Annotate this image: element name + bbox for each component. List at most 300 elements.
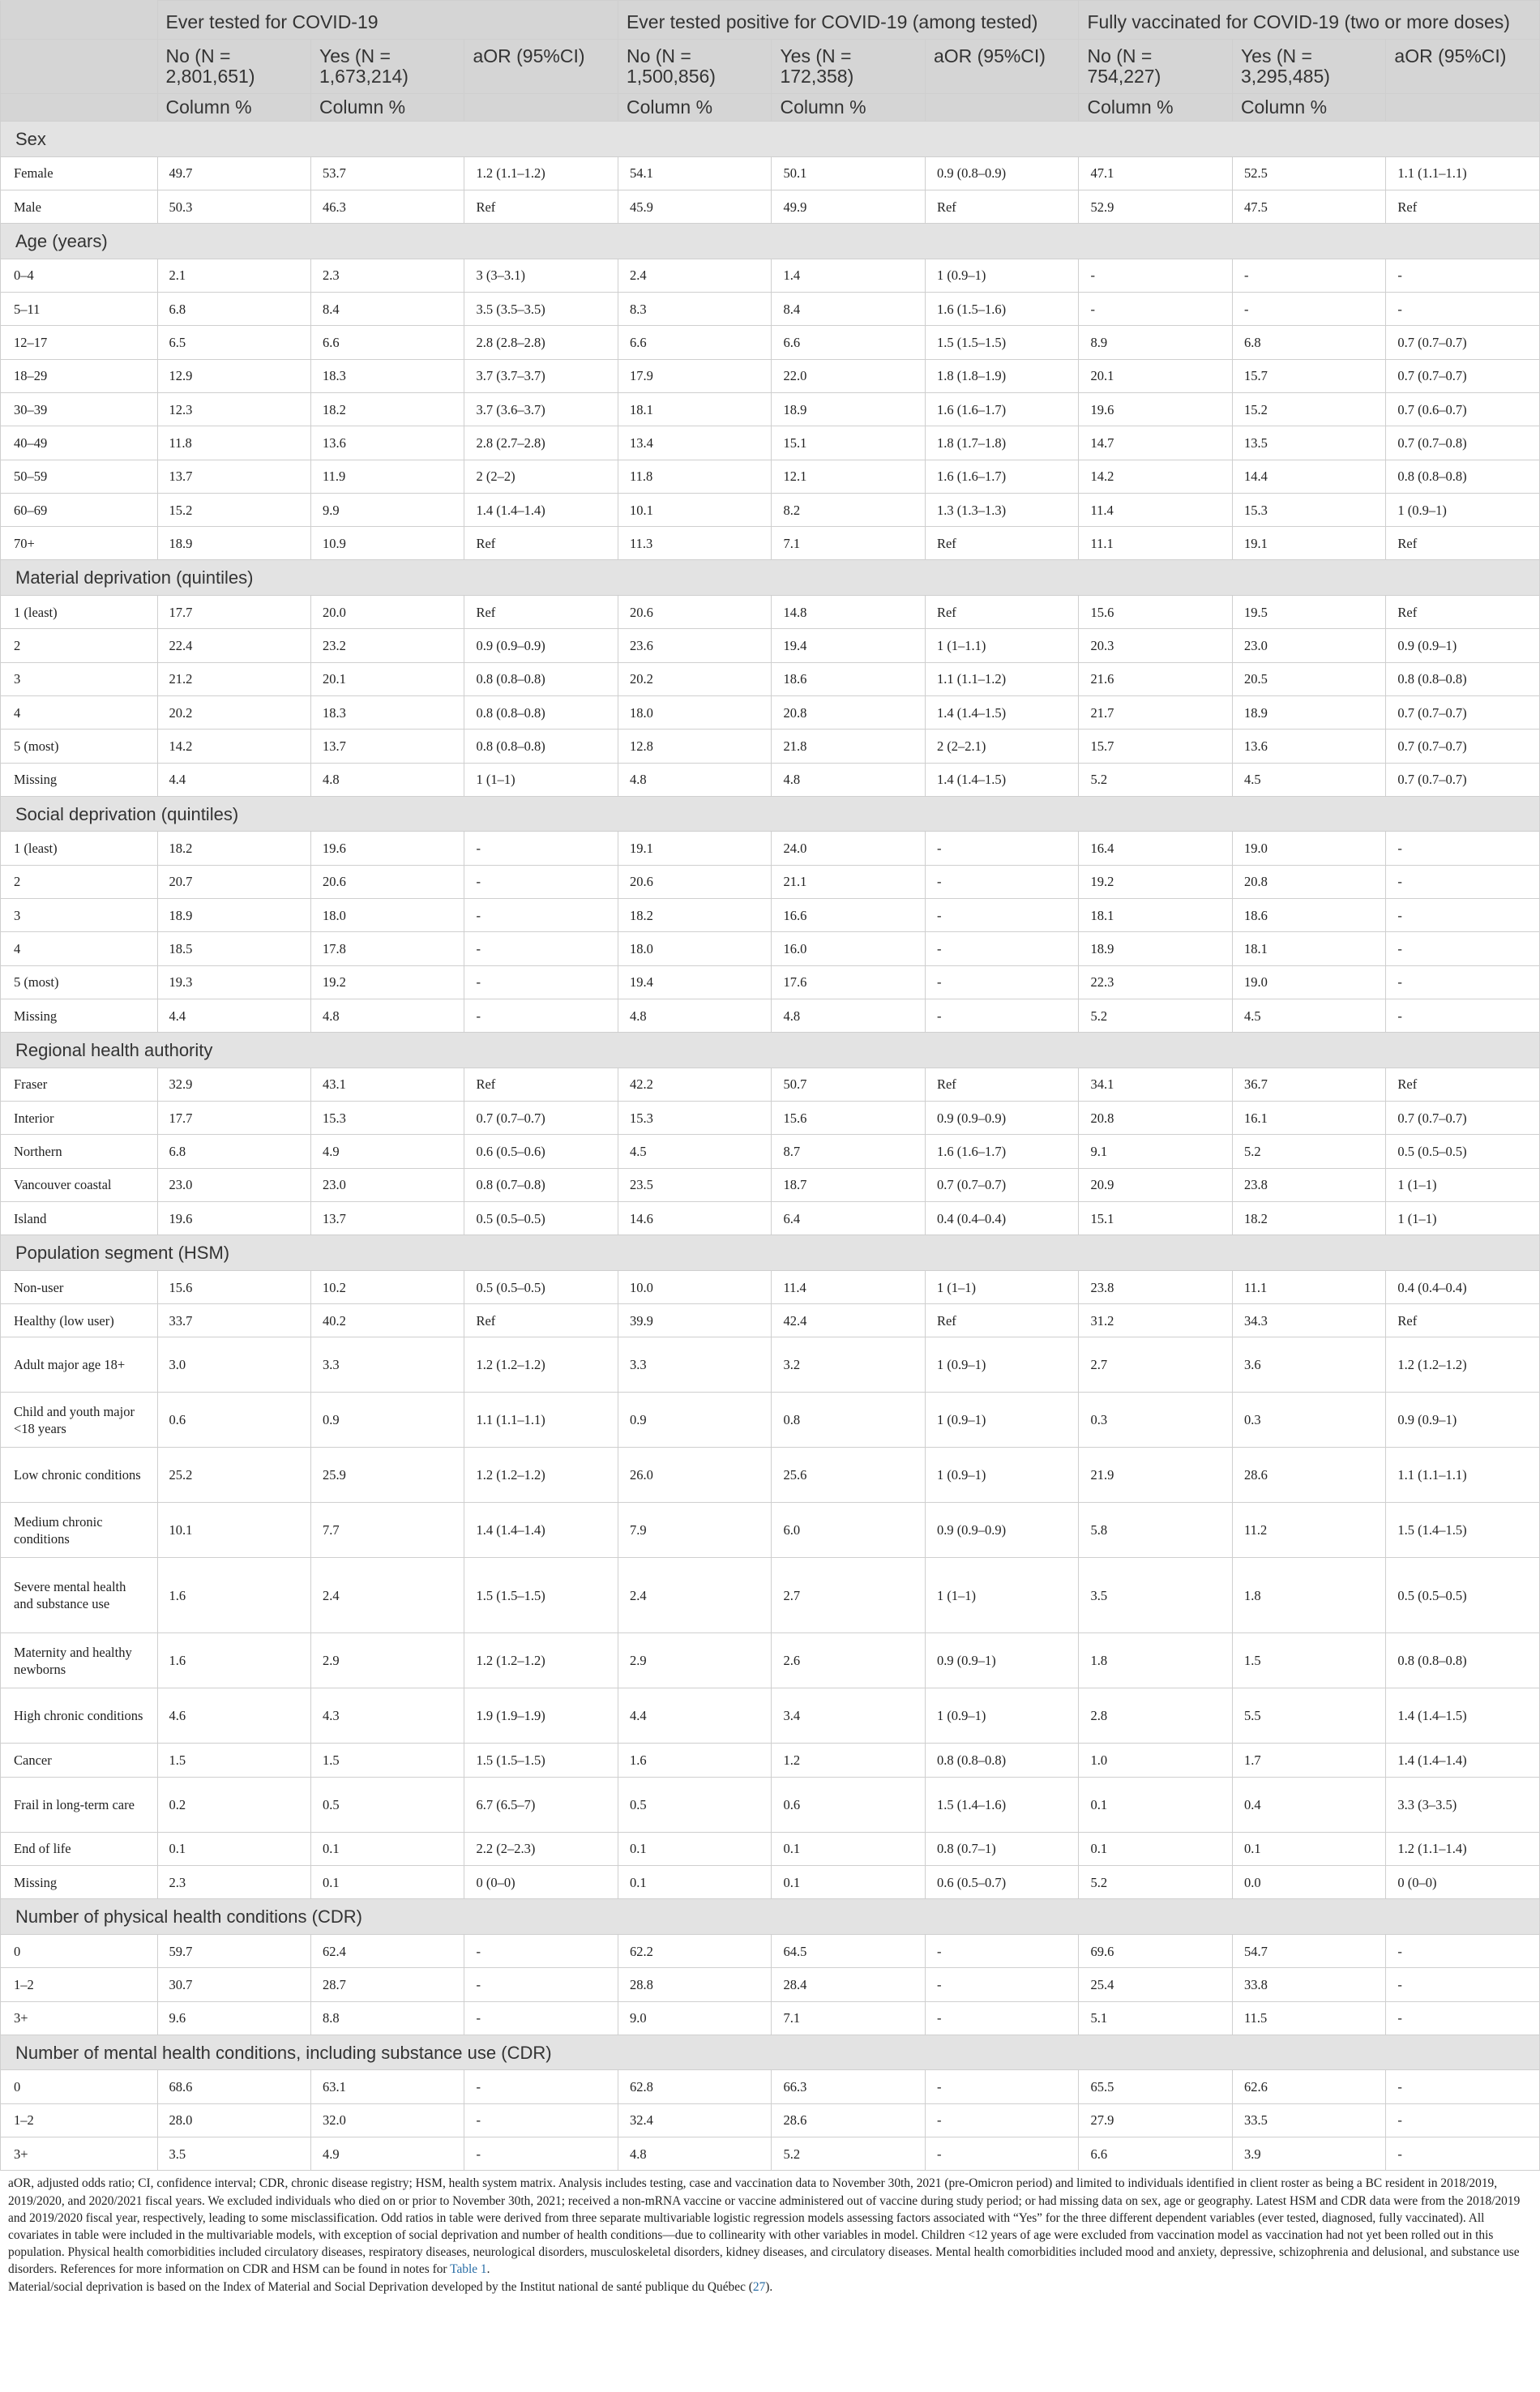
table-cell: 13.7 [310,1201,464,1235]
table-cell: 21.9 [1079,1448,1232,1503]
table-cell: 1.4 (1.4–1.5) [925,695,1079,729]
table-cell: 21.1 [772,865,925,898]
unit-header: Column % [1079,94,1232,122]
table-cell: 1 (1–1) [925,1270,1079,1303]
table-cell: - [1386,293,1540,326]
row-label: 40–49 [1,426,158,460]
table-cell: 14.4 [1232,460,1385,493]
table-cell: 1 (0.9–1) [925,259,1079,292]
table-cell: - [1232,293,1385,326]
table-cell: 18.1 [1079,899,1232,932]
table-cell: 19.4 [618,965,771,999]
table-cell: - [925,2001,1079,2035]
table-cell: 1.2 (1.2–1.2) [464,1448,618,1503]
table-cell: 18.3 [310,359,464,392]
table-cell: 7.9 [618,1503,771,1558]
row-label: 1 (least) [1,596,158,629]
table-cell: 25.9 [310,1448,464,1503]
table-cell: 62.2 [618,1934,771,1967]
section-row [1,1033,1540,1068]
table-cell: 0.9 (0.9–0.9) [925,1503,1079,1558]
table-cell: 5.2 [1079,763,1232,796]
table-cell: 4.5 [618,1135,771,1168]
table-cell: 15.2 [157,493,310,526]
table-cell: 1.5 (1.5–1.5) [925,326,1079,359]
table-cell: 1 (0.9–1) [925,1688,1079,1744]
table-row [1,662,1540,695]
table-cell: 4.8 [772,999,925,1032]
table-cell: 5.2 [1232,1135,1385,1168]
table-cell: 1.1 (1.1–1.2) [925,662,1079,695]
table-cell: 0.1 [310,1866,464,1899]
table-cell: 11.8 [618,460,771,493]
table-cell: 0.8 (0.8–0.8) [1386,662,1540,695]
table-cell: 0.4 (0.4–0.4) [925,1201,1079,1235]
table-cell: 2.2 (2–2.3) [464,1832,618,1865]
table-cell: 20.2 [618,662,771,695]
table-cell: 62.6 [1232,2070,1385,2103]
table-cell: 19.2 [310,965,464,999]
row-label: Severe mental health and substance use [1,1558,158,1633]
table-cell: 19.6 [157,1201,310,1235]
table-cell: 6.8 [157,293,310,326]
table-cell: 20.6 [310,865,464,898]
table-cell: 1.6 (1.5–1.6) [925,293,1079,326]
table-cell: 6.8 [157,1135,310,1168]
table-cell: 5.1 [1079,2001,1232,2035]
table-row [1,695,1540,729]
table-cell: 4.3 [310,1688,464,1744]
row-label: 3+ [1,2001,158,2035]
table-cell: - [925,832,1079,865]
table-cell: 0.6 [772,1777,925,1832]
table-cell: 4.6 [157,1688,310,1744]
table-cell: 18.9 [772,392,925,426]
row-label: Frail in long-term care [1,1777,158,1832]
section-title: Number of physical health conditions (CDR) [1,1899,1540,1935]
row-label: 60–69 [1,493,158,526]
table-cell: 0.2 [157,1777,310,1832]
section-row [1,1899,1540,1935]
table-cell: 2.8 (2.8–2.8) [464,326,618,359]
table-cell: 1 (0.9–1) [925,1448,1079,1503]
row-label: Missing [1,1866,158,1899]
table-cell: 19.6 [1079,392,1232,426]
table-cell: 19.0 [1232,832,1385,865]
table-row [1,426,1540,460]
table-cell: 1.5 (1.5–1.5) [464,1558,618,1633]
table-cell: 33.5 [1232,2103,1385,2137]
row-label: Missing [1,763,158,796]
row-label: 5–11 [1,293,158,326]
table-cell: 7.7 [310,1503,464,1558]
table-cell: 4.4 [157,999,310,1032]
table-cell: 18.0 [618,932,771,965]
table-cell: - [925,2137,1079,2171]
table-cell: 6.8 [1232,326,1385,359]
table-row [1,1866,1540,1899]
table-cell: 19.4 [772,629,925,662]
table-cell: 18.7 [772,1168,925,1201]
table-cell: 1.8 (1.8–1.9) [925,359,1079,392]
table-cell: 39.9 [618,1304,771,1337]
table-cell: 12.8 [618,730,771,763]
table-cell: 18.3 [310,695,464,729]
table-row [1,493,1540,526]
table-cell: 0.0 [1232,1866,1385,1899]
table-cell: 2.7 [1079,1337,1232,1393]
row-label: Island [1,1201,158,1235]
row-label: 2 [1,865,158,898]
table-cell: 0.1 [157,1832,310,1865]
table-cell: 2 (2–2.1) [925,730,1079,763]
table-cell: 23.0 [157,1168,310,1201]
table-cell: 11.4 [772,1270,925,1303]
table-cell: 68.6 [157,2070,310,2103]
table-row [1,359,1540,392]
table-row [1,629,1540,662]
table-cell: 0.1 [310,1832,464,1865]
footnote-text: aOR, adjusted odds ratio; CI, confidence interval; CDR, chronic disease registry; HSM, health system matrix. Analysis includes testing, case and vaccination data to November 30th, 2021 (pre-Omicron period) and limited to individuals identified in client roster as being a BC resident in 2018/2019, 2019/2020, and 2020/2021 fiscal years. We excluded individuals who died on or prior to November 30th, 2021; received a non-mRNA vaccine or vaccine administered out of vaccine during study period; or had missing data on sex, age or geography. Latest HSM and CDR data were from the 2018/2019 and 2019/2020 fiscal year, respectively, leading to some misclassification. Odd ratios in table were derived from three separate multivariable logistic regression models assessing factors associated with “Yes” for the three different dependent variables (ever tested, diagnosed, fully vaccinated). All covariates in table were included in the multivariable models, with exception of social deprivation and number of health conditions—due to collinearity with other variables in model. Children <12 years of age were excluded from vaccination model as vaccination had not yet been rolled out in this population. Physical health comorbidities included circulatory diseases, respiratory diseases, neurological disorders, musculoskeletal disorders, kidney diseases, and circulatory diseases. Mental health comorbidities included mood and anxiety, depressive, schizophrenia and delusional, and substance use disorders. References for more information on CDR and HSM can be found in notes for [8,2176,1521,2277]
table-cell: - [925,2070,1079,2103]
table-cell: 20.2 [157,695,310,729]
table-cell: - [1386,1968,1540,2001]
table-cell: 0.8 (0.8–0.8) [464,695,618,729]
table-cell: 22.4 [157,629,310,662]
table-cell: Ref [925,1068,1079,1101]
table-cell: 18.2 [1232,1201,1385,1235]
table-cell: 0.9 (0.9–0.9) [464,629,618,662]
row-label: Healthy (low user) [1,1304,158,1337]
table-cell: 0.5 (0.5–0.5) [464,1201,618,1235]
table-cell: 23.0 [1232,629,1385,662]
table-cell: 15.2 [1232,392,1385,426]
section-row [1,224,1540,259]
table-cell: 34.3 [1232,1304,1385,1337]
table-cell: 21.7 [1079,695,1232,729]
row-label: 4 [1,932,158,965]
table-cell: 25.2 [157,1448,310,1503]
unit-header [925,94,1079,122]
row-label: High chronic conditions [1,1688,158,1744]
table-cell: 19.3 [157,965,310,999]
table-cell: 40.2 [310,1304,464,1337]
table-footnotes [0,2171,1540,2295]
table-cell: 20.3 [1079,629,1232,662]
table-cell: 10.1 [618,493,771,526]
table-cell: 20.7 [157,865,310,898]
table-cell: 1.6 (1.6–1.7) [925,1135,1079,1168]
table-cell: - [1386,2070,1540,2103]
table-cell: 13.4 [618,426,771,460]
row-label: 1 (least) [1,832,158,865]
table-cell: 0.7 (0.7–0.7) [1386,359,1540,392]
table-row [1,1832,1540,1865]
table-cell: Ref [464,527,618,560]
table-cell: 1.6 [618,1744,771,1777]
row-label: Vancouver coastal [1,1168,158,1201]
table-cell: 8.4 [310,293,464,326]
table-row [1,1304,1540,1337]
table-cell: 1.9 (1.9–1.9) [464,1688,618,1744]
table-cell: 0.8 [772,1393,925,1448]
table-cell: 14.8 [772,596,925,629]
table-cell: 1.6 (1.6–1.7) [925,392,1079,426]
table-cell: 6.5 [157,326,310,359]
table-cell: 25.6 [772,1448,925,1503]
table-cell: 15.7 [1232,359,1385,392]
row-label: 12–17 [1,326,158,359]
table-cell: - [464,832,618,865]
table-cell: 13.5 [1232,426,1385,460]
table-cell: 3.5 (3.5–3.5) [464,293,618,326]
table-cell: 18.9 [157,527,310,560]
table-cell: 1.2 (1.2–1.2) [1386,1337,1540,1393]
table-cell: - [1386,1934,1540,1967]
table-cell: 32.4 [618,2103,771,2137]
table-cell: 52.9 [1079,190,1232,223]
row-label: 4 [1,695,158,729]
table-cell: 50.7 [772,1068,925,1101]
table-cell: - [464,2070,618,2103]
col-header: aOR (95%CI) [464,40,618,94]
table-cell: 11.9 [310,460,464,493]
table-cell: 21.8 [772,730,925,763]
table-cell: 5.2 [1079,1866,1232,1899]
table-cell: 9.1 [1079,1135,1232,1168]
table-row [1,1777,1540,1832]
table-cell: 0.5 (0.5–0.5) [464,1270,618,1303]
section-row [1,2035,1540,2070]
table-cell: 0 (0–0) [1386,1866,1540,1899]
row-label: 18–29 [1,359,158,392]
table-cell: 1.1 (1.1–1.1) [1386,156,1540,190]
group-header-tested: Ever tested for COVID-19 [157,1,618,40]
table-cell: - [1232,259,1385,292]
table-cell: 11.1 [1232,1270,1385,1303]
table-cell: 1.7 [1232,1744,1385,1777]
table-cell: 14.2 [1079,460,1232,493]
table-row [1,259,1540,292]
header-stub [1,1,158,40]
table-cell: 3.3 [618,1337,771,1393]
section-title: Regional health authority [1,1033,1540,1068]
table-cell: 2 (2–2) [464,460,618,493]
table-cell: 1.8 [1079,1633,1232,1688]
table-cell: 1.2 (1.2–1.2) [464,1633,618,1688]
col-header: No (N = 754,227) [1079,40,1232,94]
reference-27-link[interactable]: 27 [752,2279,766,2294]
table-cell: 4.8 [310,763,464,796]
table-cell: - [1079,259,1232,292]
table-cell: 0.8 (0.8–0.8) [1386,1633,1540,1688]
table-cell: 20.6 [618,596,771,629]
table-cell: 2.4 [310,1558,464,1633]
row-label: 5 (most) [1,965,158,999]
row-label: End of life [1,1832,158,1865]
col-header: Yes (N = 3,295,485) [1232,40,1385,94]
table-row [1,293,1540,326]
table-cell: - [925,865,1079,898]
table-cell: 0 (0–0) [464,1866,618,1899]
table-cell: 18.6 [1232,899,1385,932]
table-cell: - [925,2103,1079,2137]
row-label: Medium chronic conditions [1,1503,158,1558]
table-cell: - [1386,999,1540,1032]
table-cell: 15.6 [1079,596,1232,629]
table-cell: 2.1 [157,259,310,292]
table-cell: 0.6 [157,1393,310,1448]
table-cell: 0.7 (0.7–0.8) [1386,426,1540,460]
table-row [1,832,1540,865]
table-cell: - [1386,899,1540,932]
table-1-link[interactable]: Table 1 [450,2262,487,2277]
table-cell: 1.5 (1.4–1.5) [1386,1503,1540,1558]
table-cell: 1.4 (1.4–1.4) [464,493,618,526]
table-cell: 32.0 [310,2103,464,2137]
table-cell: 3.3 [310,1337,464,1393]
row-label: 1–2 [1,1968,158,2001]
table-cell: 13.6 [310,426,464,460]
table-cell: - [1386,2137,1540,2171]
table-cell: 23.2 [310,629,464,662]
table-row [1,190,1540,223]
table-cell: 17.8 [310,932,464,965]
row-label: Male [1,190,158,223]
table-cell: 0.9 (0.8–0.9) [925,156,1079,190]
table-cell: 4.4 [618,1688,771,1744]
table-cell: - [925,965,1079,999]
table-cell: 9.0 [618,2001,771,2035]
table-cell: 0.9 (0.9–1) [925,1633,1079,1688]
table-cell: 9.9 [310,493,464,526]
table-cell: 3.7 (3.6–3.7) [464,392,618,426]
table-cell: 3.7 (3.7–3.7) [464,359,618,392]
table-cell: 22.3 [1079,965,1232,999]
table-cell: 4.8 [618,763,771,796]
table-cell: 4.5 [1232,763,1385,796]
row-label: Cancer [1,1744,158,1777]
table-cell: 13.6 [1232,730,1385,763]
table-row [1,2001,1540,2035]
table-cell: 5.8 [1079,1503,1232,1558]
table-cell: - [925,899,1079,932]
unit-header: Column % [772,94,925,122]
table-cell: 1.8 (1.7–1.8) [925,426,1079,460]
table-row [1,865,1540,898]
table-cell: - [464,899,618,932]
table-row [1,1270,1540,1303]
table-cell: 1 (0.9–1) [1386,493,1540,526]
table-row [1,730,1540,763]
row-label: Interior [1,1102,158,1135]
table-cell: 1.6 [157,1633,310,1688]
table-cell: 20.0 [310,596,464,629]
table-cell: 15.3 [618,1102,771,1135]
table-cell: 0.7 (0.7–0.7) [1386,326,1540,359]
table-cell: 15.7 [1079,730,1232,763]
table-cell: 1.8 [1232,1558,1385,1633]
table-row [1,460,1540,493]
table-cell: 23.5 [618,1168,771,1201]
unit-header: Column % [1232,94,1385,122]
table-cell: 3 (3–3.1) [464,259,618,292]
table-cell: 20.8 [772,695,925,729]
table-row [1,1102,1540,1135]
table-cell: 0.4 [1232,1777,1385,1832]
table-cell: 3.6 [1232,1337,1385,1393]
table-cell: 0.3 [1079,1393,1232,1448]
col-header: Yes (N = 1,673,214) [310,40,464,94]
table-cell: - [925,1968,1079,2001]
table-cell: 6.6 [310,326,464,359]
table-row [1,763,1540,796]
table-cell: 10.1 [157,1503,310,1558]
footnote-punct: . [486,2262,490,2277]
table-cell: 34.1 [1079,1068,1232,1101]
table-cell: - [1386,865,1540,898]
table-cell: 1.0 [1079,1744,1232,1777]
table-cell: 1.1 (1.1–1.1) [464,1393,618,1448]
group-header-positive: Ever tested positive for COVID-19 (among tested) [618,1,1078,40]
table-row [1,1393,1540,1448]
table-cell: 0.9 [618,1393,771,1448]
table-cell: 28.0 [157,2103,310,2137]
table-cell: 1 (0.9–1) [925,1337,1079,1393]
table-cell: 11.4 [1079,493,1232,526]
table-cell: 0.8 (0.8–0.8) [1386,460,1540,493]
table-cell: 3.4 [772,1688,925,1744]
table-cell: 5.2 [1079,999,1232,1032]
table-cell: 18.9 [1079,932,1232,965]
section-row [1,560,1540,596]
col-header: Yes (N = 172,358) [772,40,925,94]
section-row [1,796,1540,832]
table-cell: 6.6 [618,326,771,359]
table-cell: 23.8 [1232,1168,1385,1201]
table-cell: 0.5 (0.5–0.5) [1386,1558,1540,1633]
table-cell: 64.5 [772,1934,925,1967]
table-cell: 69.6 [1079,1934,1232,1967]
table-cell: 4.8 [772,763,925,796]
table-cell: - [464,2103,618,2137]
table-cell: 1.1 (1.1–1.1) [1386,1448,1540,1503]
table-cell: 0.9 (0.9–1) [1386,629,1540,662]
table-cell: 23.6 [618,629,771,662]
table-cell: 1 (1–1) [1386,1168,1540,1201]
table-cell: 14.6 [618,1201,771,1235]
row-label: 30–39 [1,392,158,426]
row-label: 3 [1,662,158,695]
table-cell: 0.5 [310,1777,464,1832]
table-cell: 4.5 [1232,999,1385,1032]
table-cell: 1.4 [772,259,925,292]
table-cell: 6.4 [772,1201,925,1235]
row-label: Non-user [1,1270,158,1303]
table-cell: 1.5 (1.4–1.6) [925,1777,1079,1832]
footnote-text: Material/social deprivation is based on the Index of Material and Social Deprivation developed by the Institut national de santé publique du Québec ( [8,2279,753,2294]
table-cell: 12.3 [157,392,310,426]
col-header: No (N = 1,500,856) [618,40,771,94]
table-cell: 20.1 [1079,359,1232,392]
table-cell: 63.1 [310,2070,464,2103]
row-label: Maternity and healthy newborns [1,1633,158,1688]
table-cell: 28.6 [1232,1448,1385,1503]
table-cell: 19.1 [1232,527,1385,560]
table-cell: 20.1 [310,662,464,695]
table-cell: Ref [925,527,1079,560]
table-cell: 15.3 [1232,493,1385,526]
